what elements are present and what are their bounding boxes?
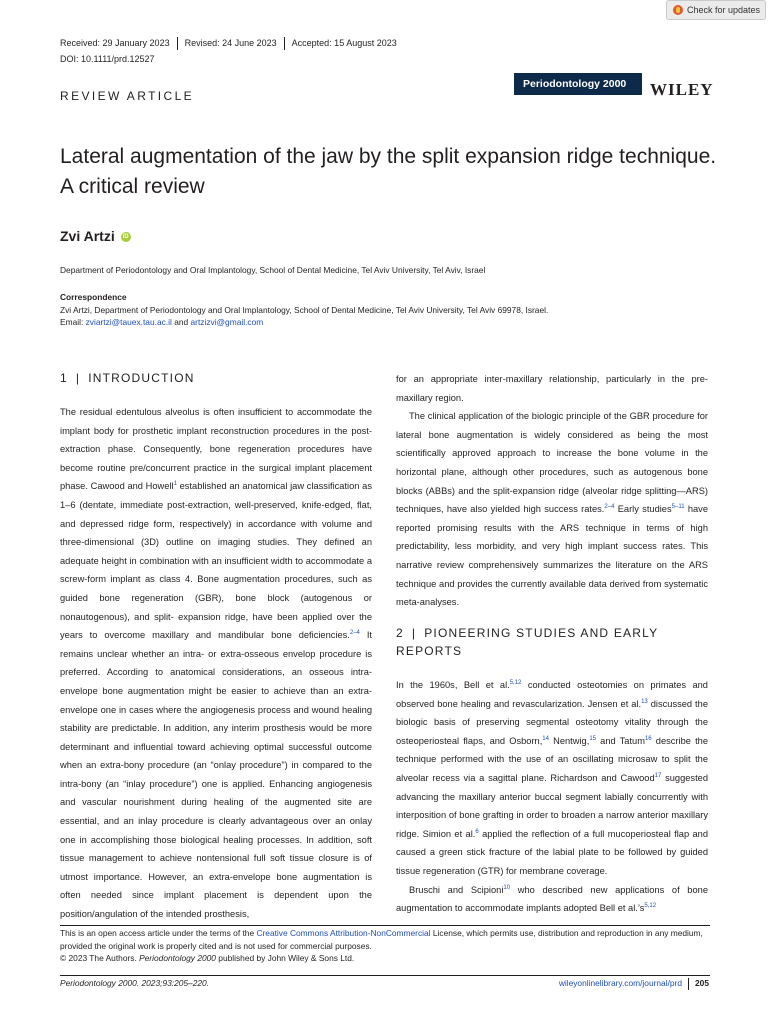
correspondence [60, 291, 548, 329]
reference-link[interactable]: 2–4 [349, 630, 360, 637]
reference-link[interactable]: 6 [475, 828, 479, 835]
reference-link[interactable]: 5–11 [671, 504, 685, 511]
correspondence-heading: Correspondence [60, 292, 127, 302]
section-title: PIONEERING STUDIES AND EARLY REPORTS [396, 626, 659, 658]
check-for-updates-label: Check for updates [687, 5, 761, 15]
correspondence-address: Zvi Artzi, Department of Periodontology and Oral Implantology, School of Dental Medicine, Tel Aviv University, Tel Aviv 69978, Israel. [60, 304, 549, 315]
reference-link[interactable]: 17 [654, 772, 662, 779]
journal-url-link[interactable]: wileyonlinelibrary.com/journal/prd [558, 978, 683, 989]
paragraph-pioneering-1: In the 1960s, Bell et al.$^{5,12}$ conducted osteotomies on primates and observed bone healing and revascularization. Jensen et al.$^{13}$ discussed the biologic basis of preserving segmental osteotomy vitality through the osteoperiosteal flaps, and Osborn,$^{14}$ Nentwig,$^{15}$ and Tatum$^{16}$ describe the technique performed with the use of an oscillating microsaw to split the alveolar recess via a sagittal plane. Richardson and Cawood$^{17}$ suggested advancing the maxillary anterior buccal segment labially concurrently with interposition of bone grafting in order to broaden a narrow anterior maxillary ridge. Simion et al.$^6$ applied the reflection of a full mucoperiosteal flap and caused a green stick fracture of the labial plate to be followed by guided tissue regeneration (GTR) for membrane coverage. [396, 679, 709, 876]
paragraph-intro-2: The clinical application of the biologic principle of the GBR procedure for lateral bone augmentation is widely considered as being the most scientifically approved approach to increase the bone volume in the horizontal plane, although other procedures, such as autogenous bone blocks (ABBs) and the split-expansion ridge (alveolar ridge splitting—ARS) techniques, have also yielded high success rates.$^{2-4}$ Early studies$^{5-11}$ have reported promising results with the ARS technique in terms of high predictability, less morbidity, and very high implant success rates. This narrative review comprehensively summarizes the literature on the ARS technique and provides the currently available data derived from systematic meta-analyses. [396, 411, 708, 608]
page-number: 205 [695, 978, 709, 989]
section-number: 2 [396, 626, 404, 640]
article-title: Lateral augmentation of the jaw by the split expansion ridge technique. A critical review [60, 145, 717, 198]
copyright-text: © 2023 The Authors. Periodontology 2000 published by John Wiley & Sons Ltd. [60, 953, 355, 964]
reference-link[interactable]: 15 [589, 735, 596, 742]
footer-divider [60, 975, 710, 976]
section-number: 1 [60, 371, 68, 385]
reference-link[interactable]: 16 [644, 735, 652, 742]
reference-link[interactable]: 10 [503, 884, 511, 891]
email-link-2[interactable]: artzizvi@gmail.com [190, 317, 264, 327]
section-heading-introduction: 1 | INTRODUCTION [60, 371, 195, 385]
license-link[interactable]: Creative Commons Attribution-NonCommercial [256, 928, 431, 938]
reference-link[interactable]: 5,12 [644, 903, 657, 910]
section-title: INTRODUCTION [88, 371, 195, 385]
right-column-bottom [396, 676, 708, 918]
article-type: REVIEW ARTICLE [60, 89, 195, 103]
paragraph-intro-1-cont: for an appropriate inter-maxillary relationship, particularly in the pre-maxillary region. [396, 374, 708, 403]
affiliation: Department of Periodontology and Oral Implantology, School of Dental Medicine, Tel Aviv University, Tel Aviv, Israel [60, 265, 486, 275]
reference-link[interactable]: 14 [542, 735, 549, 742]
reference-link[interactable]: 13 [641, 698, 648, 705]
journal-badge: Periodontology 2000 [514, 73, 642, 95]
author-name: Zvi Artzi [60, 228, 115, 244]
doi[interactable]: DOI: 10.1111/prd.12527 [60, 54, 155, 64]
footer-citation: Periodontology 2000. 2023;93:205–220. [60, 978, 210, 988]
update-icon [673, 5, 683, 15]
license-text: This is an open access article under the terms of the Creative Commons Attribution-NonCommercial License, which permits use, distribution and reproduction in any medium, provided the original work is properly cited and is not used for commercial purposes. [60, 928, 703, 951]
footer-right [559, 978, 709, 990]
correspondence-email [60, 316, 548, 329]
received-date: Received: 29 January 2023 [60, 37, 170, 48]
paragraph-pioneering-2: Bruschi and Scipioni$^{10}$ who described new applications of bone augmentation to accommodate implants adopted Bell et $al.’s^{5,12}$ [396, 884, 708, 914]
paragraph-intro-1: The residual edentulous alveolus is often insufficient to accommodate the implant body for prosthetic implant reconstruction procedures in the post-extraction phase. Consequently, bone regeneration procedures have become routine pre/concurrent practice in the surgical implant placement phase. Cawood and Howell$^1$ established an anatomical jaw classification as 1–6 (dentate, immediate post-extraction, well-preserved, knife-edged, flat, and depressed ridge form, respectively) in accordance with volume and three-dimensional (3D) outline on imaging studies. They defined an adequate height in combination with an insufficient width to accommodate a screw-form implant as class 4. Bone augmentation procedures, such as guided bone regeneration (GBR), bone block (autogenous or nonautogenous), and split- expansion ridge, have been applied over the years to overcome maxillary and mandibular bone deficiencies.$^{2-4}$ It remains unclear whether an intra- or extra-osseous envelop procedure is preferred. According to anatomical considerations, an osseous intra-envelope bone augmentation might be easier to achieve than an extra-envelope one in cases where the angiogenesis process and wound healing stability are predictable. In addition, any interim prosthesis would be more determinant and influential toward achieving optimal successful outcome when an extra-bony procedure (an “onlay procedure”) in compared to the intra-bony (an “inlay procedure”) one is applied. Enhancing angiogenesis and vascular nourishment during healing of the augmented site are essential, and an inlay procedure is clearly advantageous over an onlay one in accomplishing those biological healing processes. In addition, soft tissue management to achieve nontensional full soft tissue closure is of utmost importance. However, an extra-envelope bone augmentation is often needed since implant placement is dependent upon the position/angulation of the intended prosthesis, [60, 407, 372, 920]
footnote-divider [60, 925, 710, 926]
reference-link[interactable]: 5,12 [509, 679, 522, 686]
article-dates [60, 37, 397, 50]
email-link-1[interactable]: zviartzi@tauex.tau.ac.il [85, 317, 172, 327]
license-footnote [60, 927, 720, 965]
left-column [60, 403, 372, 924]
accepted-date: Accepted: 15 August 2023 [291, 37, 397, 48]
author [60, 228, 131, 244]
reference-link[interactable]: 1 [173, 481, 177, 488]
section-heading-pioneering: 2 | PIONEERING STUDIES AND EARLY REPORTS [396, 626, 659, 658]
orcid-icon[interactable]: iD [122, 234, 129, 241]
revised-date: Revised: 24 June 2023 [184, 37, 277, 48]
email-label: Email: [60, 317, 84, 327]
reference-link[interactable]: 2–4 [604, 504, 615, 511]
right-column-top [396, 370, 708, 612]
check-for-updates-button[interactable] [666, 0, 766, 20]
publisher-logo: WILEY [650, 80, 714, 99]
email-and: and [174, 317, 189, 327]
